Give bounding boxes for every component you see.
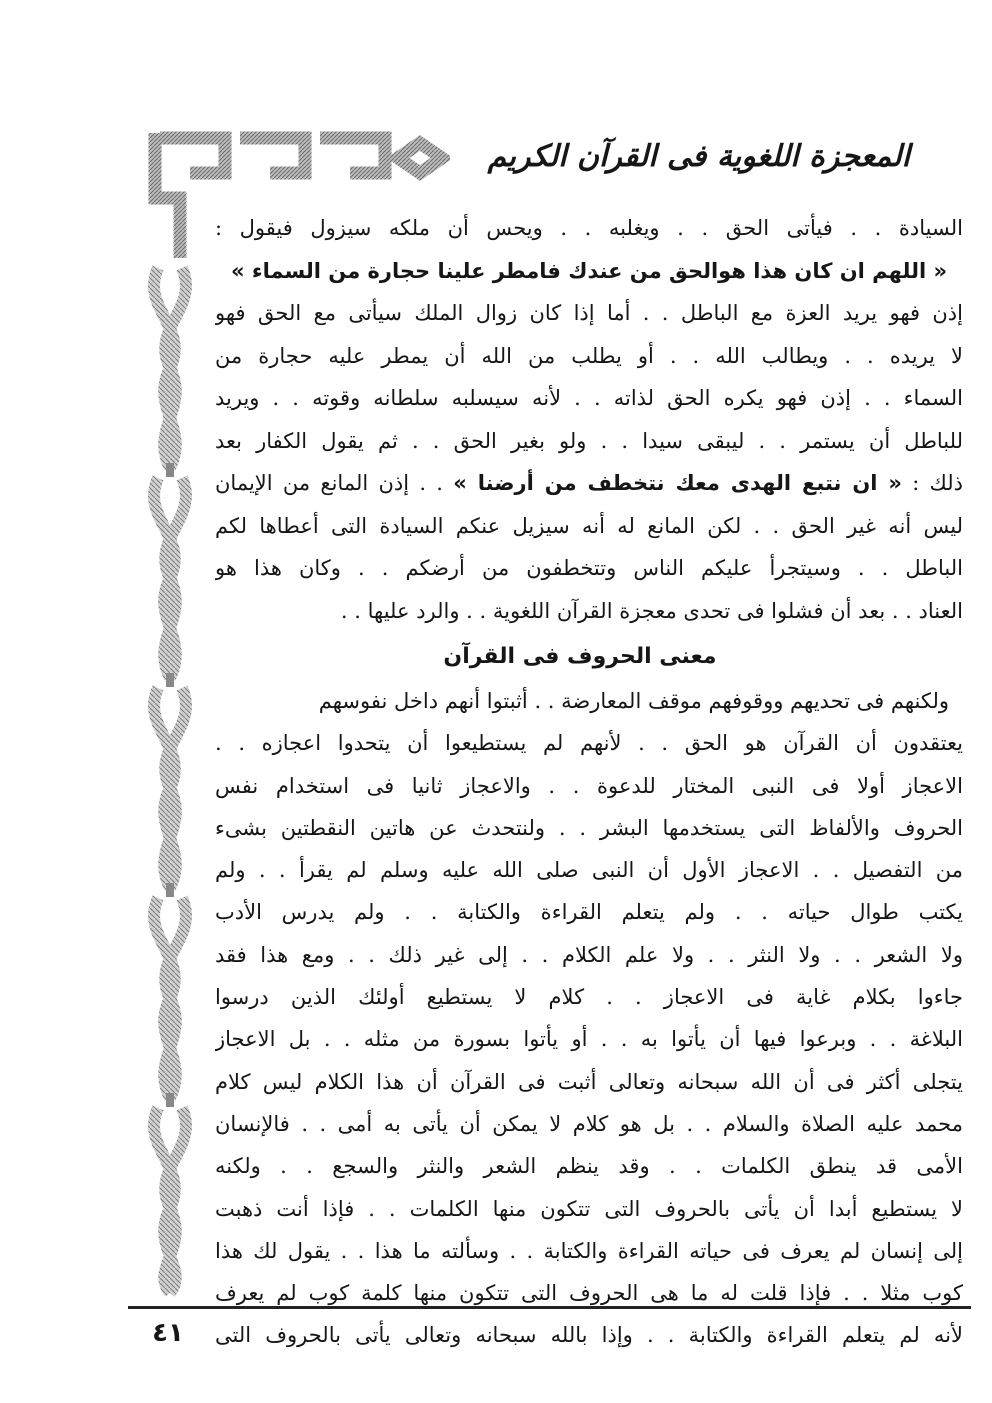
text-fragment: ذلك : bbox=[901, 471, 963, 495]
footer-rule bbox=[128, 1306, 971, 1309]
text-line: الحروف والألفاظ التى يستخدمها البشر . . ولنتحدث عن هاتين النقطتين بشىء bbox=[215, 815, 963, 840]
text-line: الأمى قد ينطق الكلمات . . وقد ينظم الشعر والنثر والسجع . . ولكنه bbox=[215, 1154, 963, 1179]
text-line: السماء . . إذن فهو يكره الحق لذاته . . لأنه سيسلبه سلطانه وقوته . . ويريد bbox=[215, 386, 963, 410]
text-line: ليس أنه غير الحق . . لكن المانع له أنه سيزيل عنكم السيادة التى أعطاها لكم bbox=[215, 513, 963, 538]
text-line: الاعجاز أولا فى النبى المختار للدعوة . . والاعجاز ثانيا فى استخدام نفس bbox=[215, 773, 963, 798]
text-line: يتجلى أكثر فى أن الله سبحانه وتعالى أثبت فى القرآن أن هذا الكلام ليس كلام bbox=[215, 1069, 963, 1094]
text-line: إذن فهو يريد العزة مع الباطل . . أما إذا كان زوال الملك سيأتى مع الحق فهو bbox=[215, 301, 963, 325]
text-line: كوب مثلا . . فإذا قلت له ما هى الحروف التى تتكون منها كلمة كوب لم يعرف bbox=[215, 1281, 963, 1306]
text-line: إلى إنسان لم يعرف فى حياته القراءة والكتابة . . وسألته ما هذا . . يقول لك هذا bbox=[215, 1238, 963, 1263]
text-fragment: . . إذن المانع من الإيمان bbox=[215, 471, 454, 495]
page-number: ٤١ bbox=[152, 1318, 184, 1348]
text-line: العناد . . بعد أن فشلوا فى تحدى معجزة القرآن اللغوية . . والرد عليها . . bbox=[340, 598, 963, 623]
text-line: لأنه لم يتعلم القراءة والكتابة . . وإذا بالله سبحانه وتعالى يأتى بالحروف التى bbox=[215, 1323, 963, 1348]
text-line: الباطل . . وسيتجرأ عليكم الناس وتتخطفون من أرضكم . . وكان هذا هو bbox=[215, 556, 963, 580]
text-line: ولكنهم فى تحديهم ووقوفهم موقف المعارضة . . أثبتوا أنهم داخل نفوسهم bbox=[318, 689, 949, 713]
text-line: يكتب طوال حياته . . ولم يتعلم القراءة والكتابة . . ولم يدرس الأدب bbox=[215, 900, 963, 925]
text-line: جاءوا بكلام غاية فى الاعجاز . . كلام لا يستطيع أولئك الذين درسوا bbox=[215, 985, 963, 1010]
text-line: للباطل أن يستمر . . ليبقى سيدا . . ولو بغير الحق . . ثم يقول الكفار بعد bbox=[215, 428, 963, 453]
text-line: لا يستطيع أبدا أن يأتى بالحروف التى تتكون منها الكلمات . . فإذا أنت ذهبت bbox=[215, 1196, 963, 1221]
running-header-title: المعجزة اللغوية فى القرآن الكريم bbox=[487, 139, 910, 174]
body-text-section-2 bbox=[215, 680, 963, 1357]
text-line: ولا الشعر . . ولا النثر . . ولا علم الكلام . . إلى غير ذلك . . ومع هذا فقد bbox=[215, 942, 963, 967]
quran-quote-line bbox=[215, 250, 963, 293]
text-line: السيادة . . فيأتى الحق . . ويغلبه . . ويحس أن ملكه سيزول فيقول : bbox=[215, 216, 963, 240]
section-heading: معنى الحروف فى القرآن bbox=[443, 644, 717, 669]
text-line: من التفصيل . . الاعجاز الأول أن النبى صلى الله عليه وسلم لم يقرأ . . ولم bbox=[215, 858, 963, 883]
text-line: لا يريده . . ويطالب الله . . أو يطلب من الله أن يمطر عليه حجارة من bbox=[215, 343, 963, 368]
text-line: البلاغة . . وبرعوا فيها أن يأتوا به . . أو يأتوا بسورة من مثله . . بل الاعجاز bbox=[215, 1027, 963, 1052]
text-line bbox=[215, 462, 963, 505]
quran-quote: « ان نتبع الهدى معك نتخطف من أرضنا » bbox=[453, 471, 902, 495]
quran-quote: « اللهم ان كان هذا هوالحق من عندك فامطر علينا حجارة من السماء » bbox=[230, 258, 948, 283]
text-line: محمد عليه الصلاة والسلام . . بل هو كلام لا يمكن أن يأتى به أمى . . فالإنسان bbox=[215, 1111, 963, 1136]
body-text-section-1 bbox=[215, 207, 963, 632]
text-line: يعتقدون أن القرآن هو الحق . . لأنهم لم يستطيعوا أن يتحدوا اعجازه . . bbox=[215, 731, 963, 756]
